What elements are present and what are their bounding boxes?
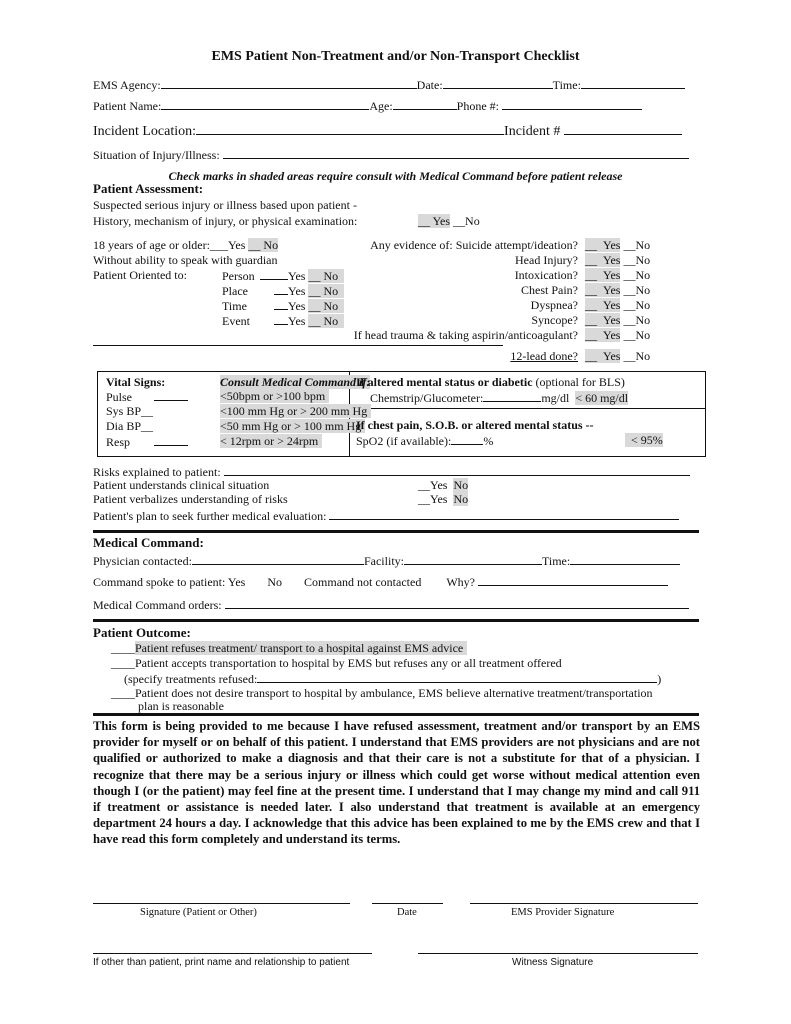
evidence-no[interactable]: __No	[623, 283, 651, 297]
evidence-no[interactable]: __No	[623, 268, 651, 282]
shaded-notice: Check marks in shaded areas require consult with Medical Command before patient release	[168, 169, 623, 183]
vital-signs-heading: Vital Signs:	[106, 375, 166, 389]
situation-label: Situation of Injury/Illness:	[93, 148, 220, 162]
divider	[93, 713, 699, 716]
provider-signature-label: EMS Provider Signature	[511, 907, 615, 918]
evidence-options	[585, 298, 650, 312]
specify-row: (specify treatments refused: )	[124, 672, 662, 686]
spoke-yes[interactable]: Command spoke to patient: Yes	[93, 575, 246, 589]
twelve-lead-options	[585, 349, 650, 363]
twelve-lead-yes[interactable]: __ Yes	[585, 349, 621, 363]
incident-number-field[interactable]	[564, 121, 682, 135]
chemstrip-row: Chemstrip/Glucometer: mg/dl < 60 mg/dl	[370, 391, 629, 405]
evidence-label: Chest Pain?	[521, 283, 578, 297]
plan-field[interactable]	[329, 508, 679, 520]
vital-field[interactable]	[154, 389, 188, 401]
evidence-no[interactable]: __No	[623, 253, 651, 267]
vital-field[interactable]	[154, 434, 188, 446]
evidence-options	[585, 253, 650, 267]
vital-criteria: <50bpm or >100 bpm	[220, 389, 329, 403]
divider	[93, 530, 699, 533]
suspected-line-1: Suspected serious injury or illness based upon patient -	[93, 198, 357, 212]
orders-row: Medical Command orders:	[93, 597, 689, 612]
oriented-no[interactable]: __ No	[308, 269, 344, 283]
oriented-yes[interactable]: Yes	[288, 284, 306, 298]
evidence-label: Syncope?	[531, 313, 578, 327]
age18-no[interactable]: __ No	[248, 238, 279, 252]
patient-name-field[interactable]	[161, 98, 369, 110]
outcome-option-3[interactable]: ____Patient does not desire transport to hospital by ambulance, EMS believe alternative treatment/transportation	[111, 686, 653, 700]
incident-location-field[interactable]	[196, 121, 504, 135]
refusal-statement: This form is being provided to me because I have refused assessment, treatment and/or transport by an EMS provider for myself or on behalf of this patient. I understand that EMS providers are not physicians and are not qualified or authorized to make a diagnosis and that their care is not a substitute for that of a physician. I recognize that there may be a serious injury or illness which could get worse without medical attention even though I (or the patient) may feel fine at the present time. I understand that I may change my mind and call 911 if treatment or assistance is needed later. I also understand that treatment is available at an emergency department 24 hours a day. I acknowledge that this advice has been explained to me by the EMS crew and that I have read this form completely and understand its terms.	[93, 719, 700, 847]
spo2-threshold: < 95%	[625, 433, 663, 447]
vital-label: Resp	[106, 435, 130, 449]
evidence-label: If head trauma & taking aspirin/anticoagulant?	[353, 328, 578, 342]
outcome-option-1[interactable]: ____Patient refuses treatment/ transport to a hospital against EMS advice	[111, 641, 467, 655]
witness-signature-label: Witness Signature	[512, 957, 594, 968]
altered-heading: If altered mental status or diabetic (optional for BLS)	[356, 375, 625, 389]
incident-row	[93, 121, 682, 140]
suspected-no[interactable]: __No	[453, 214, 480, 228]
evidence-no[interactable]: __No	[623, 328, 651, 342]
patient-signature-label: Signature (Patient or Other)	[140, 907, 257, 918]
evidence-label: Head Injury?	[515, 253, 578, 267]
evidence-label: Intoxication?	[514, 268, 578, 282]
vital-signs-box	[97, 371, 706, 457]
evidence-yes[interactable]: __ Yes	[585, 283, 621, 297]
vital-row	[106, 389, 188, 404]
evidence-yes[interactable]: __ Yes	[585, 328, 621, 342]
risks-row: Risks explained to patient:	[93, 464, 690, 479]
date-label: Date:	[416, 78, 443, 92]
situation-row	[93, 147, 689, 162]
vital-label: Dia BP__	[106, 419, 154, 433]
patient-assessment-heading: Patient Assessment:	[93, 181, 204, 196]
agency-row	[93, 77, 685, 92]
evidence-options	[585, 313, 650, 327]
mc-time-field[interactable]	[570, 553, 680, 565]
verbalizes-no[interactable]: No	[453, 492, 469, 506]
oriented-item-label: Time	[222, 299, 247, 313]
age18-row: 18 years of age or older:___Yes __ No	[93, 238, 279, 252]
phone-field[interactable]	[502, 98, 642, 110]
consult-heading: Consult Medical Command if:	[220, 375, 371, 389]
patient-name-label: Patient Name:	[93, 99, 162, 113]
verbalizes-yes[interactable]: __Yes	[418, 492, 448, 506]
vital-criteria: < 12rpm or > 24rpm	[220, 434, 322, 448]
vital-row	[106, 434, 188, 449]
glucose-threshold: < 60 mg/dl	[575, 391, 629, 405]
chest-heading: If chest pain, S.O.B. or altered mental status --	[356, 418, 594, 432]
evidence-no[interactable]: __No	[623, 238, 651, 252]
physician-row: Physician contacted: Facility: Time:	[93, 553, 680, 568]
understands-options	[418, 478, 468, 492]
situation-field[interactable]	[223, 147, 689, 159]
vital-row	[106, 419, 153, 433]
oriented-no[interactable]: __ No	[308, 314, 344, 328]
oriented-no[interactable]: __ No	[308, 284, 344, 298]
spo2-row: SpO2 (if available): %	[356, 434, 494, 448]
other-name-label: If other than patient, print name and relationship to patient	[93, 957, 350, 968]
agency-label: EMS Agency:	[93, 78, 161, 92]
spo2-field[interactable]	[451, 433, 483, 445]
date-field[interactable]	[443, 77, 553, 89]
phone-label: Phone #:	[456, 99, 499, 113]
age18-yes[interactable]: Yes	[227, 238, 246, 252]
evidence-options	[585, 268, 650, 282]
evidence-yes[interactable]: __ Yes	[585, 313, 621, 327]
date-line[interactable]	[372, 903, 443, 904]
oriented-yes[interactable]: Yes	[288, 314, 306, 328]
verbalizes-options	[418, 492, 468, 506]
oriented-yes[interactable]: Yes	[288, 299, 306, 313]
oriented-item-label: Event	[222, 314, 250, 328]
oriented-label: Patient Oriented to:	[93, 268, 187, 282]
page-title: EMS Patient Non-Treatment and/or Non-Transport Checklist	[211, 49, 580, 64]
suspected-options	[418, 214, 480, 228]
date-label: Date	[397, 907, 417, 918]
vital-criteria: <100 mm Hg or > 200 mm Hg	[220, 404, 371, 418]
verbalizes-label: Patient verbalizes understanding of risks	[93, 492, 288, 506]
time-field[interactable]	[581, 77, 685, 89]
risks-field[interactable]	[224, 464, 690, 476]
why-field[interactable]	[478, 574, 668, 586]
incident-location-label: Incident Location:	[93, 124, 197, 139]
facility-field[interactable]	[404, 553, 542, 565]
evidence-options	[585, 283, 650, 297]
other-name-line[interactable]	[93, 953, 372, 954]
physician-field[interactable]	[192, 553, 364, 565]
understands-label: Patient understands clinical situation	[93, 478, 270, 492]
spoke-no[interactable]: No	[267, 575, 283, 589]
time-label: Time:	[552, 78, 581, 92]
agency-field[interactable]	[161, 77, 417, 89]
oriented-yes[interactable]: Yes	[288, 269, 306, 283]
divider	[93, 345, 503, 346]
evidence-yes[interactable]: __ Yes	[585, 268, 621, 282]
evidence-no[interactable]: __No	[623, 298, 651, 312]
evidence-options	[585, 328, 650, 342]
twelve-lead-no[interactable]: __No	[623, 349, 651, 363]
vital-label: Pulse	[106, 390, 133, 404]
evidence-label: Dyspnea?	[530, 298, 578, 312]
vital-criteria: <50 mm Hg or > 100 mm Hg	[220, 419, 365, 433]
understands-yes[interactable]: __Yes	[418, 478, 448, 492]
suspected-yes[interactable]: __ Yes	[418, 214, 451, 228]
age-label: Age:	[369, 99, 393, 113]
evidence-label: Any evidence of: Suicide attempt/ideation?	[370, 238, 578, 252]
patient-signature-line[interactable]	[93, 903, 350, 904]
orders-field[interactable]	[225, 597, 689, 609]
oriented-item-label: Place	[222, 284, 248, 298]
not-contacted[interactable]: Command not contacted	[304, 575, 422, 589]
plan-row: Patient's plan to seek further medical evaluation:	[93, 508, 679, 523]
guardian-row: Without ability to speak with guardian	[93, 253, 278, 267]
divider	[93, 619, 699, 622]
suspected-line-2: History, mechanism of injury, or physical examination:	[93, 214, 358, 228]
patient-outcome-heading: Patient Outcome:	[93, 625, 191, 640]
oriented-item-label: Person	[222, 269, 255, 283]
twelve-lead-label: 12-lead done?	[510, 349, 578, 363]
evidence-yes[interactable]: __ Yes	[585, 238, 621, 252]
outcome-option-2[interactable]: ____Patient accepts transportation to hospital by EMS but refuses any or all treatment offered	[111, 656, 562, 670]
vital-label: Sys BP__	[106, 404, 154, 418]
evidence-yes[interactable]: __ Yes	[585, 298, 621, 312]
patient-row	[93, 98, 642, 113]
evidence-yes[interactable]: __ Yes	[585, 253, 621, 267]
medical-command-heading: Medical Command:	[93, 535, 204, 550]
evidence-options	[585, 238, 650, 252]
witness-signature-line[interactable]	[418, 953, 698, 954]
understands-no[interactable]: No	[453, 478, 469, 492]
provider-signature-line[interactable]	[470, 903, 698, 904]
evidence-no[interactable]: __No	[623, 313, 651, 327]
incident-number-label: Incident #	[504, 124, 561, 139]
spoke-row: Command spoke to patient: Yes No Command not contacted Why?	[93, 574, 668, 589]
age-field[interactable]	[393, 98, 457, 110]
vital-row	[106, 404, 153, 418]
specify-field[interactable]	[257, 671, 657, 683]
outcome-option-3-cont: plan is reasonable	[138, 699, 224, 713]
oriented-no[interactable]: __ No	[308, 299, 344, 313]
glucose-field[interactable]	[483, 390, 541, 402]
